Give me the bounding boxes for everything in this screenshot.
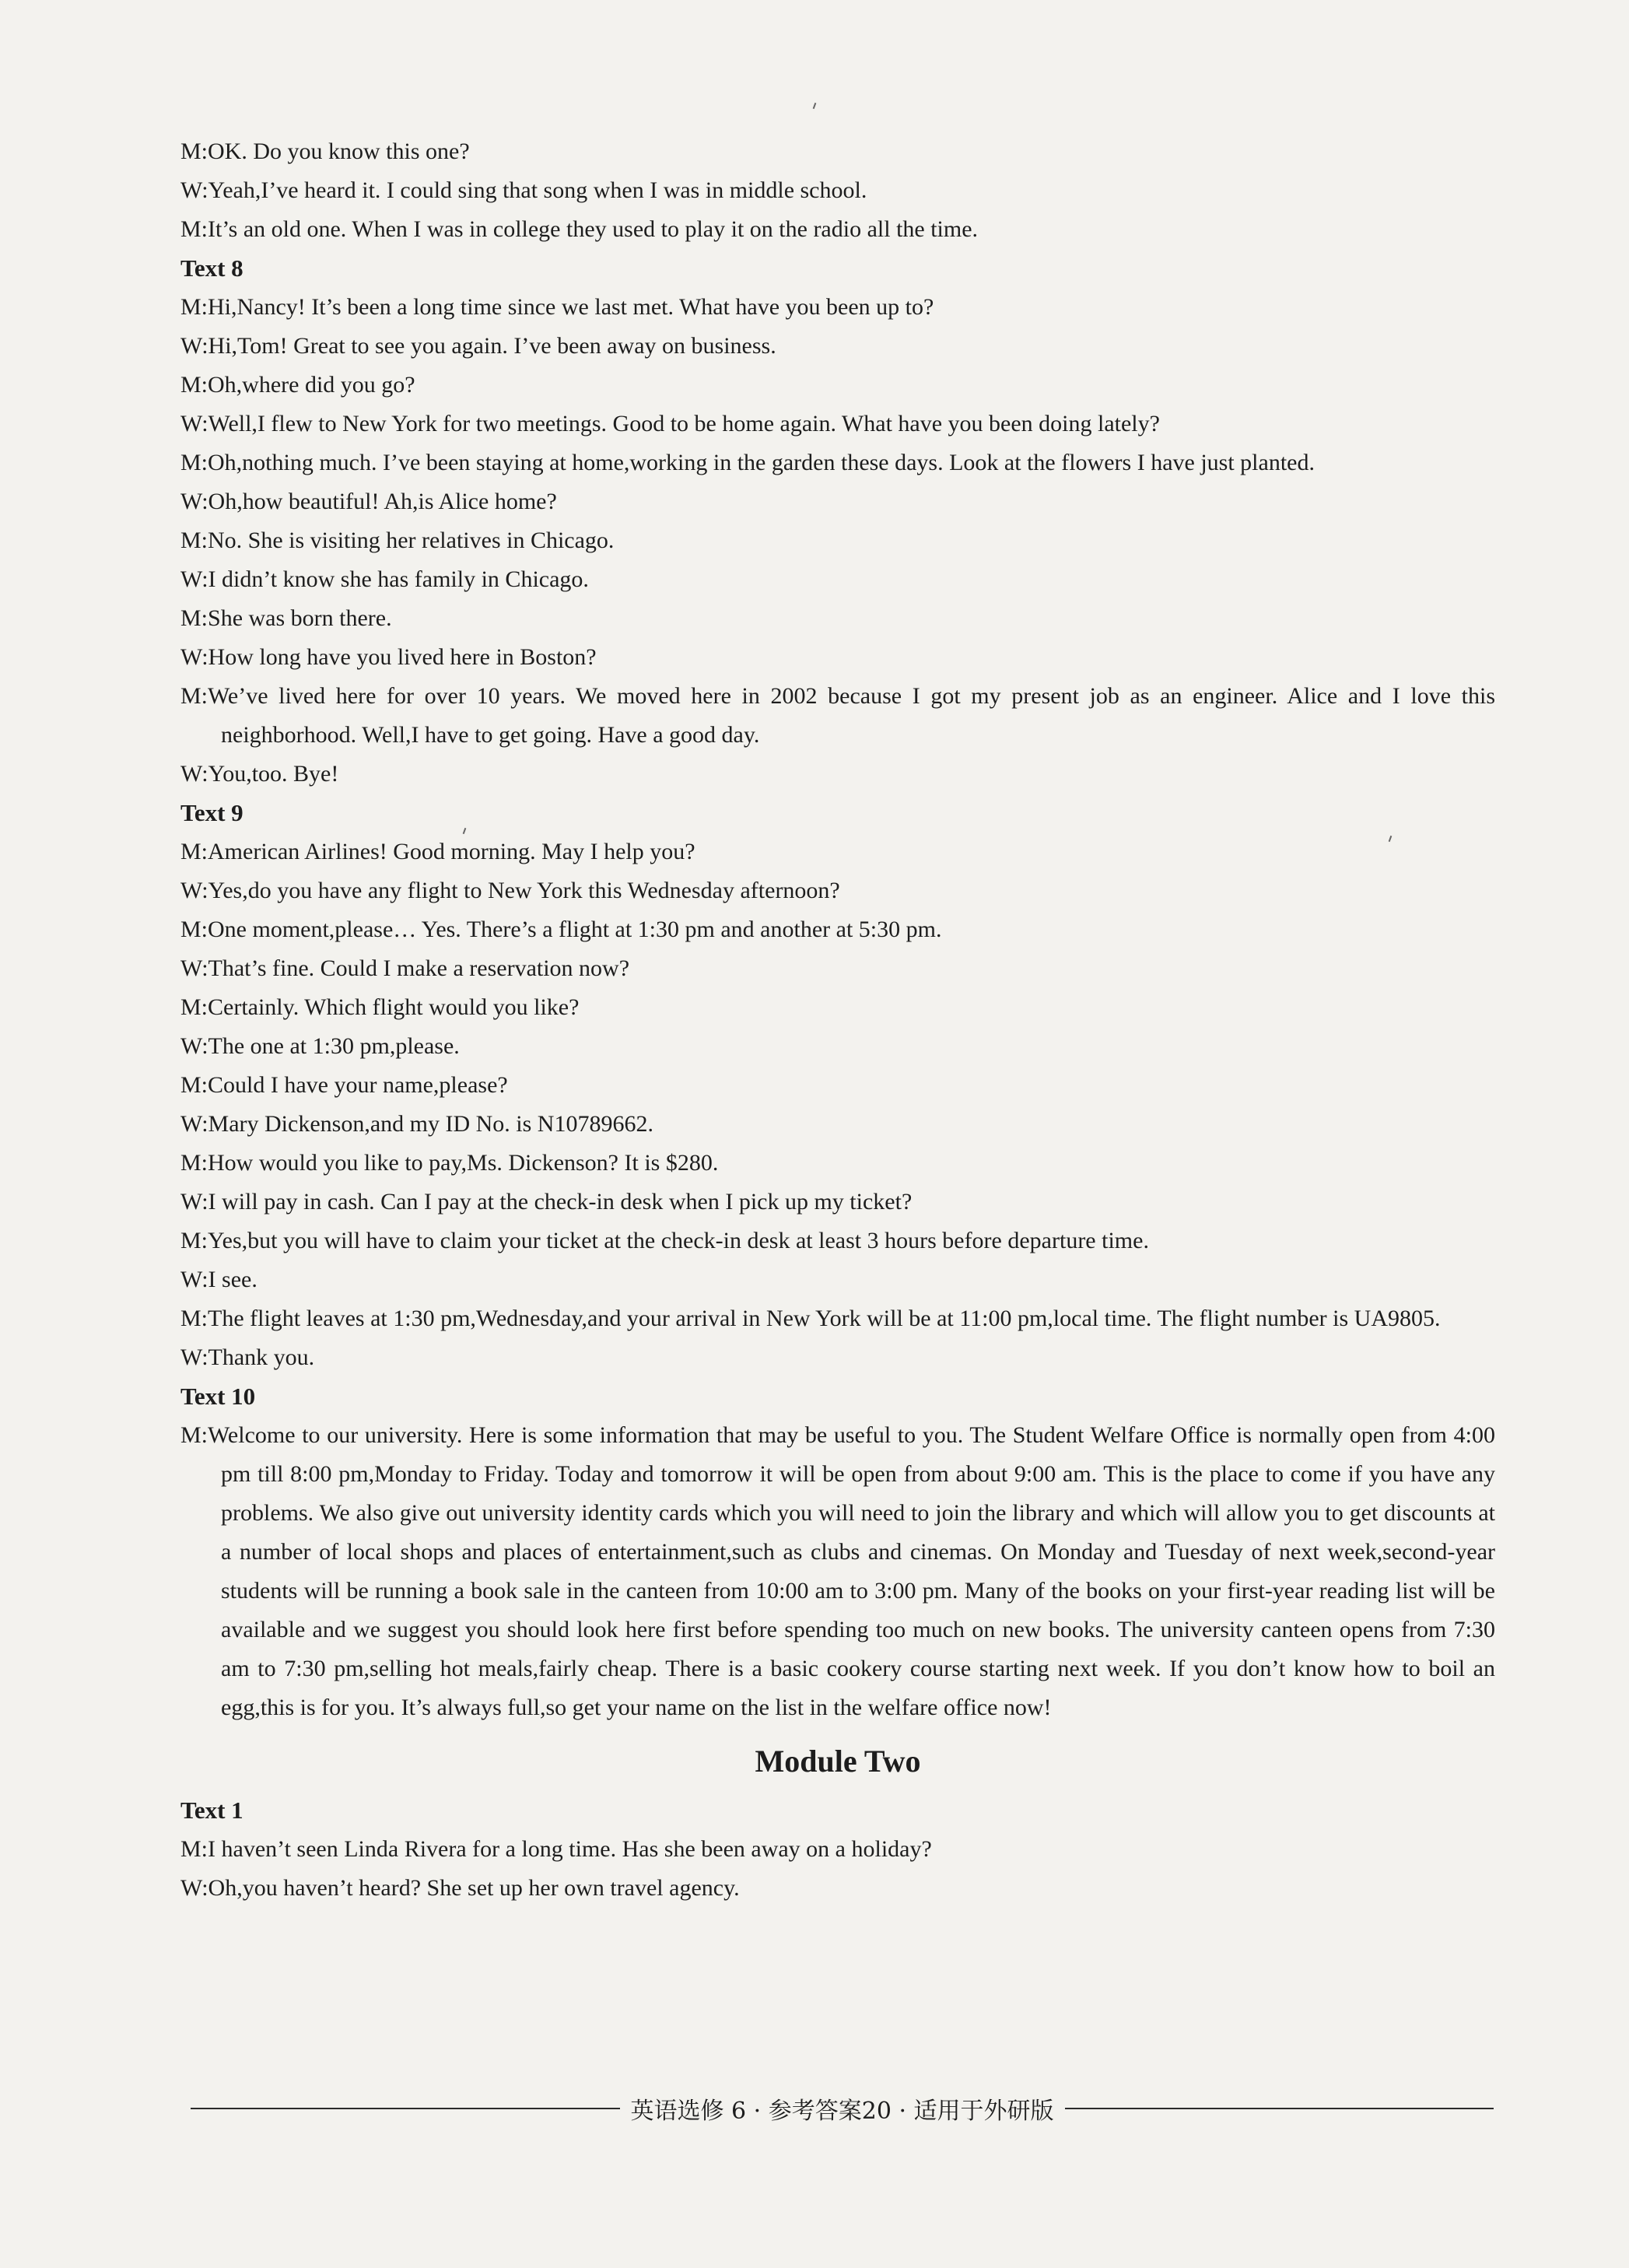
monologue-paragraph: M:Welcome to our university. Here is some information that may be useful to you. The Student Welfare Office is normally open from 4:00 pm till 8:00 pm,Monday to Friday. Today and tomorrow it will be open from about 9:00 am. This is the place to come if you have any problems. We also give out university identity cards which you will need to join the library and which will allow you to get discounts at a number of local shops and places of entertainment,such as clubs and cinemas. On Monday and Tuesday of next week,second-year students will be running a book sale in the canteen from 10:00 am to 3:00 pm. Many of the books on your first-year reading list will be available and we suggest you should look here first before spending too much on new books. The university canteen opens from 7:30 am to 7:30 pm,selling hot meals,fairly cheap. There is a basic cookery course starting next week. If you don’t know how to boil an egg,this is for you. It’s always full,so get your name on the list in the welfare office now! (180, 1422, 1495, 1720)
dialogue-line: M:One moment,please… Yes. There’s a flight at 1:30 pm and another at 5:30 pm. (180, 917, 942, 942)
page-footer (191, 2091, 1494, 2126)
footer-rule-left (191, 2108, 620, 2109)
footer-text: 英语选修 6 · 参考答案20 · 适用于外研版 (630, 2098, 1054, 2125)
text-10-heading: Text 10 (180, 1383, 256, 1410)
dialogue-line: W:Yes,do you have any flight to New York this Wednesday afternoon? (180, 878, 840, 903)
dialogue-line: M:No. She is visiting her relatives in Chicago. (180, 528, 615, 553)
module-title: Module Two (755, 1744, 921, 1779)
dialogue-line: M:Oh,where did you go? (180, 372, 415, 398)
dialogue-line: W:Oh,how beautiful! Ah,is Alice home? (180, 489, 557, 514)
dialogue-line: W:Mary Dickenson,and my ID No. is N10789662. (180, 1111, 653, 1137)
dialogue-line: M:American Airlines! Good morning. May I help you? (180, 839, 695, 864)
dialogue-line: W:I will pay in cash. Can I pay at the check-in desk when I pick up my ticket? (180, 1189, 913, 1215)
dialogue-line: M:I haven’t seen Linda Rivera for a long time. Has she been away on a holiday? (180, 1836, 932, 1862)
dialogue-paragraph: M:Yes,but you will have to claim your ticket at the check-in desk at least 3 hours before departure time. (180, 1228, 1149, 1253)
dialogue-paragraph: M:The flight leaves at 1:30 pm,Wednesday,and your arrival in New York will be at 11:00 pm,local time. The flight number is UA9805. (180, 1306, 1441, 1331)
text-1-heading: Text 1 (180, 1797, 243, 1824)
dialogue-line: M:It’s an old one. When I was in college they used to play it on the radio all the time. (180, 216, 979, 242)
dialogue-line: W:You,too. Bye! (180, 761, 339, 787)
dialogue-line: W:Well,I flew to New York for two meetings. Good to be home again. What have you been doing lately? (180, 411, 1160, 436)
text-9-heading: Text 9 (180, 799, 243, 826)
dialogue-line: W:Oh,you haven’t heard? She set up her own travel agency. (180, 1875, 740, 1901)
dialogue-line: W:Yeah,I’ve heard it. I could sing that song when I was in middle school. (180, 177, 867, 203)
footer-rule-right (1065, 2108, 1494, 2109)
dialogue-line: W:I didn’t know she has family in Chicago. (180, 566, 589, 592)
dialogue-line: M:She was born there. (180, 605, 392, 631)
dialogue-line: M:Could I have your name,please? (180, 1072, 508, 1098)
dialogue-line: M:OK. Do you know this one? (180, 138, 470, 164)
dialogue-line: W:That’s fine. Could I make a reservation now? (180, 955, 630, 981)
dialogue-line: W:I see. (180, 1267, 257, 1292)
dialogue-paragraph: M:We’ve lived here for over 10 years. We moved here in 2002 because I got my present job as an engineer. Alice and I love this neighborhood. Well,I have to get going. Have a good day. (180, 683, 1495, 748)
dialogue-line: W:How long have you lived here in Boston? (180, 644, 597, 670)
dialogue-paragraph: M:Oh,nothing much. I’ve been staying at home,working in the garden these days. Look at the flowers I have just planted. (180, 450, 1315, 475)
dialogue-line: W:The one at 1:30 pm,please. (180, 1033, 460, 1059)
dialogue-line: M:How would you like to pay,Ms. Dickenson? It is $280. (180, 1150, 719, 1176)
dialogue-line: M:Hi,Nancy! It’s been a long time since we last met. What have you been up to? (180, 294, 934, 320)
scan-speck (813, 103, 817, 109)
answer-key-transcript (180, 132, 1495, 1908)
text-8-heading: Text 8 (180, 254, 243, 282)
dialogue-line: W:Thank you. (180, 1344, 315, 1370)
dialogue-line: M:Certainly. Which flight would you like? (180, 994, 580, 1020)
dialogue-line: W:Hi,Tom! Great to see you again. I’ve been away on business. (180, 333, 776, 359)
